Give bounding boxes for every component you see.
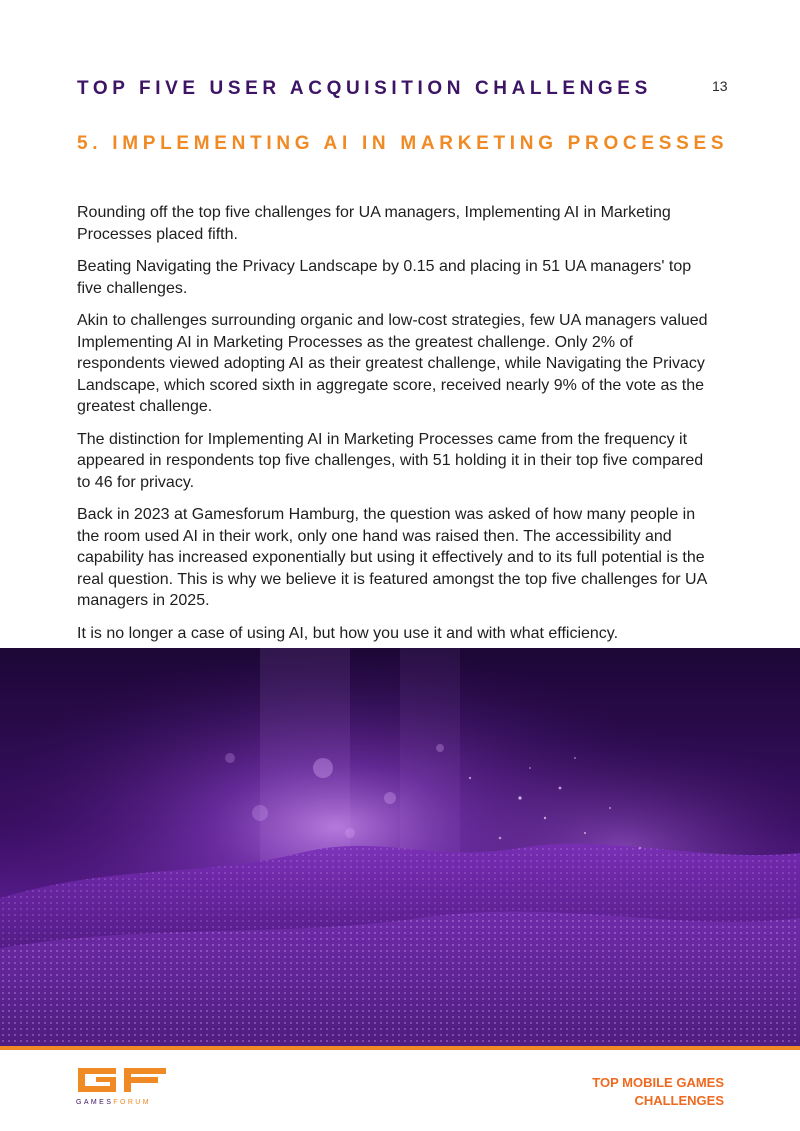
subsection-title: 5. IMPLEMENTING AI IN MARKETING PROCESSES: [77, 133, 729, 154]
paragraph-3: Akin to challenges surrounding organic and low-cost strategies, few UA managers valued Implementing AI in Marketing Processes as the greatest challenge. Only 2% of respondents viewed adopting AI as their greatest challenge, while Navigating the Privacy Landscape, which scored sixth in aggregate score, received nearly 9% of the vote as the greatest challenge.: [77, 312, 708, 415]
report-title: [592, 1074, 724, 1110]
logo-games-text: GAMES: [76, 1099, 114, 1106]
paragraph-5: Back in 2023 at Gamesforum Hamburg, the question was asked of how many people in the room used AI in their work, only one hand was raised then. The accessibility and capability has increased exponentially but using it effectively and to its full potential is the real question. This is why we believe it is featured amongst the top five challenges for UA managers in 2025.: [77, 506, 707, 609]
paragraph-6: It is no longer a case of using AI, but how you use it and with what efficiency.: [77, 624, 619, 642]
report-title-line-2: CHALLENGES: [634, 1093, 724, 1108]
logo-wordmark: [76, 1099, 151, 1106]
body-text: [77, 202, 717, 655]
section-title: TOP FIVE USER ACQUISITION CHALLENGES: [77, 78, 652, 99]
paragraph-2: Beating Navigating the Privacy Landscape by 0.15 and placing in 51 UA managers' top five challenges.: [77, 258, 692, 297]
page-number: 13: [712, 78, 728, 94]
purple-digital-landscape-image: [0, 648, 800, 1046]
footer-rule: [0, 1046, 800, 1050]
report-title-line-1: TOP MOBILE GAMES: [592, 1075, 724, 1090]
gamesforum-logo-icon: [76, 1066, 168, 1094]
paragraph-1: Rounding off the top five challenges for UA managers, Implementing AI in Marketing Processes placed fifth.: [77, 204, 671, 243]
paragraph-4: The distinction for Implementing AI in Marketing Processes came from the frequency it appeared in respondents top five challenges, with 51 holding it in their top five compared to 46 for privacy.: [77, 430, 704, 491]
hero-graphic: [0, 648, 800, 1046]
gamesforum-logo: [76, 1066, 171, 1108]
logo-forum-text: FORUM: [113, 1099, 151, 1106]
